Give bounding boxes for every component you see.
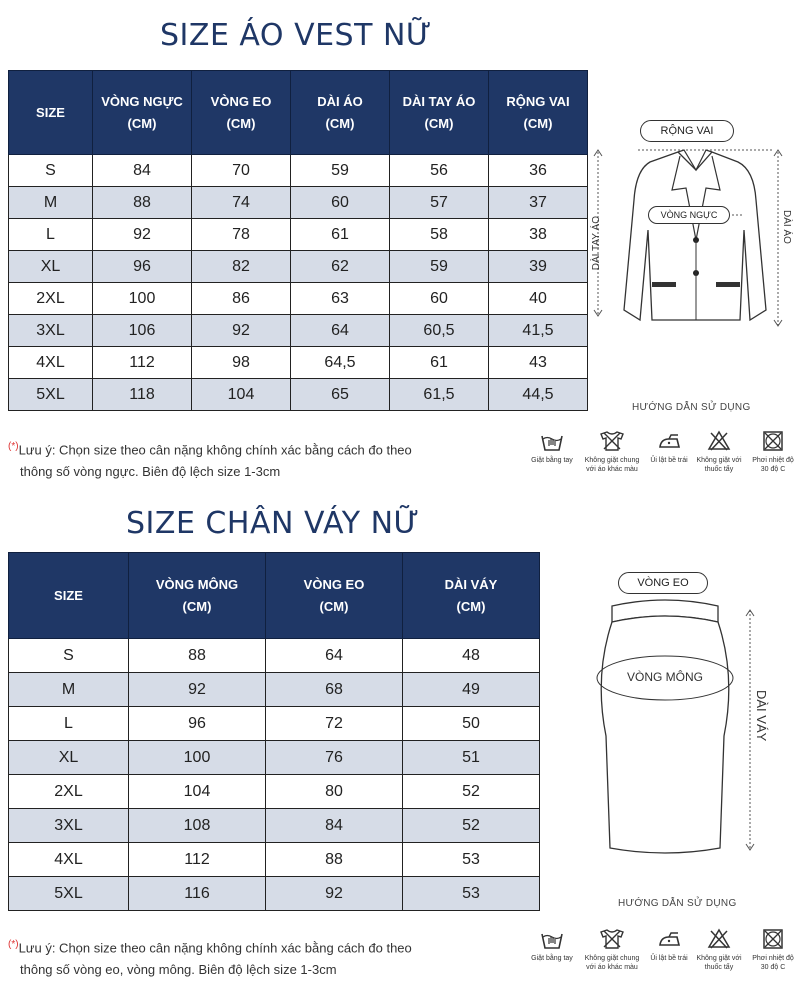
care-label-line1: Không giặt với [696,955,742,962]
size-cell: 4XL [9,347,93,379]
size-cell: 4XL [9,843,129,877]
care-label-line1: Ủi lật bề trái [650,457,688,464]
measurement-cell: 44,5 [489,379,588,411]
size-cell: S [9,155,93,187]
measurement-cell: 61 [291,219,390,251]
header-label: SIZE [36,104,65,120]
measurement-cell: 59 [390,251,489,283]
care-label [744,456,800,474]
care-label [523,954,581,963]
header-label: VÒNG NGỰC [101,93,183,109]
skirt-col-header [9,553,129,639]
size-cell: XL [9,741,129,775]
measurement-cell: 92 [129,673,266,707]
skirt-length-label: DÀI VÁY [754,690,769,742]
measurement-cell: 60 [291,187,390,219]
measurement-cell: 61 [390,347,489,379]
header-unit: (CM) [127,115,157,131]
measurement-cell: 80 [266,775,403,809]
header-label: DÀI VÁY [444,576,498,592]
measurement-cell: 96 [129,707,266,741]
measurement-cell: 106 [93,315,192,347]
header-label: DÀI TAY ÁO [402,93,476,109]
measurement-cell: 112 [129,843,266,877]
hand-wash-icon [523,928,581,950]
care-label [583,456,641,474]
measurement-cell: 116 [129,877,266,911]
care-label [523,456,581,465]
measurement-cell: 39 [489,251,588,283]
vest-note-line2: thông số vòng ngực. Biên độ lệch size 1-3cm [20,464,281,480]
table-row [9,155,588,187]
measurement-cell: 63 [291,283,390,315]
care-item [583,928,641,972]
care-label-line1: Phơi nhiệt độ [752,955,794,962]
vest-care-guide-title: HƯỚNG DẪN SỬ DỤNG [632,402,751,413]
table-row [9,251,588,283]
size-cell: 2XL [9,283,93,315]
note-marker: (*) [8,441,19,452]
measurement-cell: 98 [192,347,291,379]
skirt-col-header [403,553,540,639]
vest-col-header [390,71,489,155]
care-item [583,430,641,474]
vest-note [8,436,412,483]
jacket-length-label: DÀI ÁO [781,210,792,244]
care-item [744,430,800,474]
vest-note-line1: Lưu ý: Chọn size theo cân nặng không chính xác bằng cách đo theo [18,442,412,458]
care-label-line1: Giặt bằng tay [531,457,573,464]
measurement-cell: 82 [192,251,291,283]
measurement-cell: 72 [266,707,403,741]
table-row [9,219,588,251]
measurement-cell: 48 [403,639,540,673]
size-cell: S [9,639,129,673]
care-item [690,928,748,972]
care-label [744,954,800,972]
measurement-cell: 59 [291,155,390,187]
measurement-cell: 65 [291,379,390,411]
care-label [583,954,641,972]
measurement-cell: 100 [129,741,266,775]
no-bleach-icon [690,928,748,950]
care-label-line1: Giặt bằng tay [531,955,573,962]
care-item [744,928,800,972]
header-label: DÀI ÁO [317,93,363,109]
measurement-cell: 84 [266,809,403,843]
skirt-title: SIZE CHÂN VÁY NỮ [126,506,420,541]
measurement-cell: 49 [403,673,540,707]
size-cell: XL [9,251,93,283]
care-label-line1: Không giặt chung [584,955,640,962]
skirt-note [8,934,412,981]
measurement-cell: 40 [489,283,588,315]
care-label-line2: với áo khác màu [586,466,638,473]
sleeve-length-label: DÀI TAY ÁO [591,216,602,271]
chest-label: VÒNG NGỰC [648,206,730,224]
measurement-cell: 68 [266,673,403,707]
header-unit: (CM) [319,598,349,614]
measurement-cell: 96 [93,251,192,283]
measurement-cell: 60,5 [390,315,489,347]
header-label: VÒNG MÔNG [155,576,239,592]
table-row [9,843,540,877]
measurement-cell: 52 [403,775,540,809]
shoulder-label: RỘNG VAI [640,120,734,142]
size-cell: 3XL [9,809,129,843]
no-wash-with-others-icon [583,430,641,452]
vest-col-header [489,71,588,155]
size-cell: M [9,187,93,219]
measurement-cell: 64 [266,639,403,673]
vest-col-header [9,71,93,155]
measurement-cell: 52 [403,809,540,843]
vest-col-header [192,71,291,155]
size-cell: L [9,219,93,251]
measurement-cell: 57 [390,187,489,219]
care-label-line1: Không giặt với [696,457,742,464]
table-row [9,315,588,347]
table-row [9,741,540,775]
dry-icon [744,430,800,452]
care-item [523,928,581,963]
dry-icon [744,928,800,950]
header-unit: (CM) [226,115,256,131]
skirt-care-guide-title: HƯỚNG DẪN SỬ DỤNG [618,898,737,909]
waist-label: VÒNG EO [618,572,708,594]
vest-size-table [8,70,588,411]
care-label [690,954,748,972]
measurement-cell: 53 [403,877,540,911]
measurement-cell: 76 [266,741,403,775]
care-label-line2: với áo khác màu [586,964,638,971]
care-label-line2: 30 độ C [760,964,786,971]
no-wash-with-others-icon [583,928,641,950]
measurement-cell: 41,5 [489,315,588,347]
measurement-cell: 104 [129,775,266,809]
measurement-cell: 64 [291,315,390,347]
care-label [690,456,748,474]
care-label-line1: Không giặt chung [584,457,640,464]
header-label: VÒNG EO [303,576,365,592]
measurement-cell: 88 [266,843,403,877]
vest-col-header [93,71,192,155]
measurement-cell: 37 [489,187,588,219]
care-label-line2: thuốc tẩy [704,466,734,473]
measurement-cell: 43 [489,347,588,379]
measurement-cell: 60 [390,283,489,315]
measurement-cell: 88 [93,187,192,219]
measurement-cell: 92 [266,877,403,911]
measurement-cell: 58 [390,219,489,251]
size-cell: 5XL [9,877,129,911]
measurement-cell: 56 [390,155,489,187]
care-item [523,430,581,465]
table-row [9,775,540,809]
table-row [9,379,588,411]
measurement-cell: 104 [192,379,291,411]
measurement-cell: 61,5 [390,379,489,411]
measurement-cell: 100 [93,283,192,315]
size-cell: M [9,673,129,707]
table-row [9,283,588,315]
care-label-line1: Phơi nhiệt độ [752,457,794,464]
skirt-note-line1: Lưu ý: Chọn size theo cân nặng không chính xác bằng cách đo theo [18,940,412,956]
care-label-line1: Ủi lật bề trái [650,955,688,962]
measurement-cell: 118 [93,379,192,411]
header-unit: (CM) [424,115,454,131]
care-label-line2: thuốc tẩy [704,964,734,971]
header-label: RỘNG VAI [506,93,570,109]
skirt-diagram [590,566,790,866]
measurement-cell: 92 [192,315,291,347]
header-unit: (CM) [325,115,355,131]
measurement-cell: 62 [291,251,390,283]
header-label: VÒNG EO [210,93,272,109]
no-bleach-icon [690,430,748,452]
care-item [690,430,748,474]
care-label-line2: 30 độ C [760,466,786,473]
size-cell: 5XL [9,379,93,411]
table-row [9,187,588,219]
skirt-size-table [8,552,540,911]
measurement-cell: 38 [489,219,588,251]
measurement-cell: 88 [129,639,266,673]
measurement-cell: 74 [192,187,291,219]
measurement-cell: 78 [192,219,291,251]
measurement-cell: 84 [93,155,192,187]
hip-label: VÒNG MÔNG [626,670,703,684]
vest-title: SIZE ÁO VEST NỮ [160,18,433,53]
table-row [9,809,540,843]
measurement-cell: 92 [93,219,192,251]
skirt-note-line2: thông số vòng eo, vòng mông. Biên độ lệch size 1-3cm [20,962,337,978]
vest-diagram [588,110,800,410]
measurement-cell: 50 [403,707,540,741]
measurement-cell: 53 [403,843,540,877]
hand-wash-icon [523,430,581,452]
size-cell: 2XL [9,775,129,809]
size-cell: L [9,707,129,741]
table-row [9,639,540,673]
table-row [9,673,540,707]
measurement-cell: 86 [192,283,291,315]
skirt-col-header [129,553,266,639]
size-cell: 3XL [9,315,93,347]
measurement-cell: 70 [192,155,291,187]
table-row [9,347,588,379]
measurement-cell: 36 [489,155,588,187]
header-unit: (CM) [182,598,212,614]
header-unit: (CM) [523,115,553,131]
measurement-cell: 64,5 [291,347,390,379]
table-row [9,877,540,911]
measurement-cell: 51 [403,741,540,775]
skirt-col-header [266,553,403,639]
vest-col-header [291,71,390,155]
measurement-cell: 112 [93,347,192,379]
blazer-illustration [588,110,800,410]
table-row [9,707,540,741]
header-unit: (CM) [456,598,486,614]
measurement-cell: 108 [129,809,266,843]
header-label: SIZE [54,587,83,603]
note-marker: (*) [8,939,19,950]
